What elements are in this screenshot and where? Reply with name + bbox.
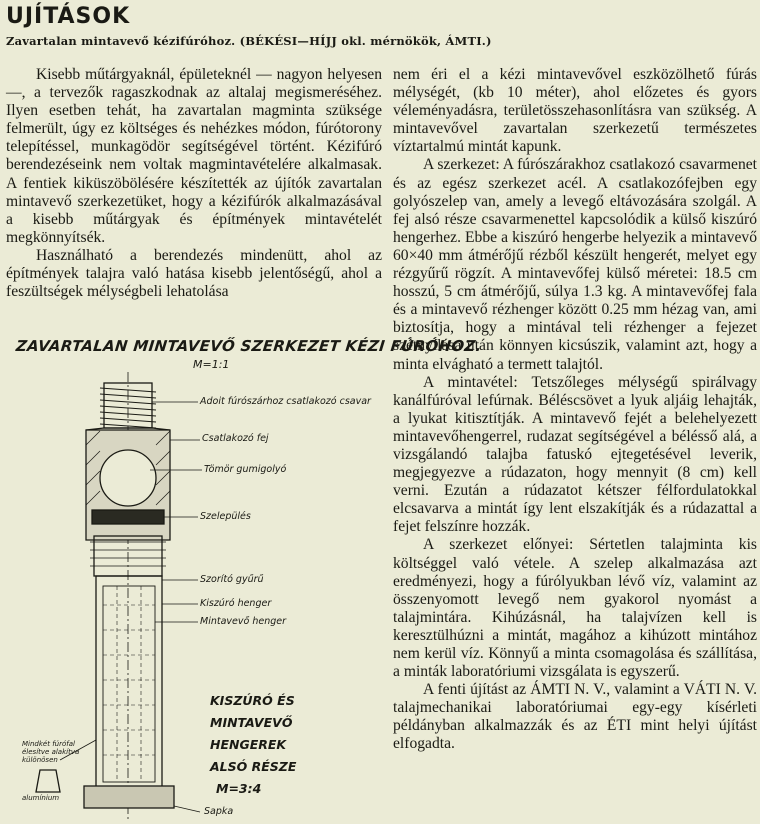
left-column (6, 66, 382, 301)
diagram-scale: M=1:1 (193, 358, 230, 371)
label-szorito-gyuru: Szorító gyűrű (200, 574, 264, 585)
right-column (393, 66, 757, 754)
paragraph: nem éri el a kézi mintavevővel eszközölhető fúrás mélységét, (kb 10 méter), ahol előzetes és gyors véleményadásra, területösszehasonlításra van szükség. A mintavevővel zavartalan szerkezetű természetes víztartalmú mintát kapunk. (393, 66, 757, 156)
label-adoit: Adoit fúrószárhoz csatlakozó csavar (200, 396, 371, 407)
diagram-caption: KISZÚRÓ ÉS MINTAVEVŐ HENGEREK ALSÓ RÉSZE M=3:4 (210, 693, 297, 796)
label-szelepules: Szelepülés (200, 511, 251, 522)
paragraph: A fenti újítást az ÁMTI N. V., valamint a VÁTI N. V. talajmechanikai laboratóriumai egy-egy kísérleti példányban alkalmazzák és az ÉTI mint helyi újítást elfogadta. (393, 681, 757, 753)
paragraph: A mintavétel: Tetszőleges mélységű spirálvagy kanálfúróval lefúrnak. Béléscsövet a lyuk aljáig lehajták, a lyukat kitisztítják. A mintavevő fejét a belehelyezett mintavevőhengerrel, rudazat segítségével a bélésső alá, a vizsgálandó talajba fatuskó ejtegetésével leverik, megjegyezve a rúdazaton, hogy mennyit (8 cm) kell verni. Ezután a rúdazatot kétszer félfordulatokkal elcsavarva a mintát így lent elszakítják és a rúdazattal a fejet felszínre hozzák. (393, 373, 757, 536)
diagram-title: ZAVARTALAN MINTAVEVŐ SZERKEZET KÉZI FÚRÓHOZ. (15, 337, 483, 355)
label-bottom-left: Mindkét fúrófal élesítve alakítva különösen (22, 740, 80, 764)
label-csatlakozo-fej: Csatlakozó fej (202, 433, 269, 444)
label-sapka: Sapka (204, 806, 234, 817)
paragraph: Használható a berendezés mindenütt, ahol az építmények talajra való hatása kisebb jelentőségű, ahol a feszültségek mélységbeli lehatolása (6, 246, 382, 301)
label-mintavevo-henger: Mintavevő henger (200, 616, 286, 627)
paragraph: Kisebb műtárgyaknál, épületeknél — nagyon helyesen —, a tervezők ragaszkodnak az altalaj megismeréséhez. Ilyen esetben tehát, ha zavartalan magminta szüksége felmerült, úgy ez költséges és nehézkes módon, fúrótorony telepítéssel, munkagödör segítségével történt. Kézifúró berendezéseink nem voltak magmintavételére alkalmasak. A fentiek kiküszöbölésére készítették az újítók zavartalan mintavevő szerkezetüket, hogy a kézifúrók alkalmazásával a kisebb műtárgyak és építmények mintavételét megkönnyítsék. (6, 66, 382, 246)
page-title: UJÍTÁSOK (6, 4, 131, 29)
label-tomor-gumi: Tömör gumigolyó (204, 464, 287, 475)
paragraph: A szerkezet: A fúrószárakhoz csatlakozó csavarmenet és az egész szerkezet acél. A csatlakozófejben egy golyószelep van, amely a levegő eltávozására szolgál. A fej alsó része csavarmenettel kapcsolódik a külső kiszúró hengerhez. Ebbe a kiszúró hengerbe helyezik a mintavevő 60×40 mm átmérőjű rézből készült hengerét, melyet egy rézgyűrű rögzít. A mintavevőfej külső méretei: 18.5 cm hosszú, 5 cm átmérőjű, súlya 1.3 kg. A mintavevőfej fala és a mintavevő rézhenger között 0.25 mm hézag van, ami biztosítja, hogy a mintával teli rézhenger a fejezet szétnyílása után könnyen kicsúszik, valamint azt, hogy a minta elvágható a termett talajtól. (393, 156, 757, 373)
article-subtitle: Zavartalan mintavevő kézifúróhoz. (BÉKÉSI—HÍJJ okl. mérnökök, ÁMTI.) (6, 34, 492, 48)
label-small-left: alumínium (22, 794, 60, 802)
paragraph: A szerkezet előnyei: Sértetlen talajminta kis költséggel való vétele. A szelep alkalmazása azt eredményezi, hogy a fúrólyukban lévő víz, valamint az összenyomott levegő nem gyakorol nyomást a talajmintára. Kihúzásnál, ha talajvízen kell is keresztülhúzni a mintát, magához a kihúzott mintához nem kerül víz. Könnyű a minta csomagolása és szállítása, a minták laboratóriumi vizsgálata is egyszerű. (393, 536, 757, 681)
label-kiszuro-henger: Kiszúró henger (200, 598, 272, 609)
